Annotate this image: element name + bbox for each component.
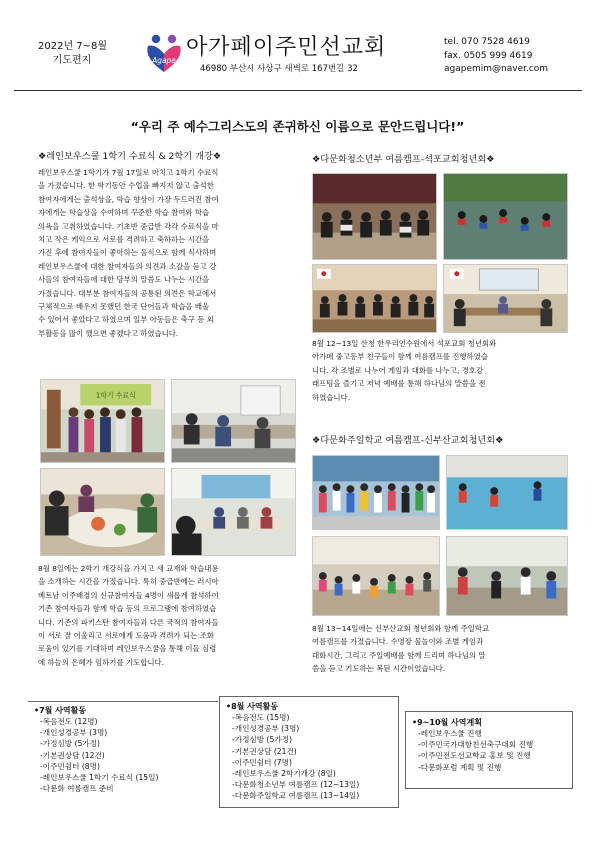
photo-group-game: [312, 536, 440, 616]
text-line: 씀을 듣고 기도하는 복된 시간이었습니다.: [312, 664, 446, 674]
july-activity-item: -가정심방 (5가정): [40, 739, 100, 749]
august-activity-item: -가정심방 (5가정): [232, 735, 292, 745]
header-divider: [14, 90, 582, 91]
august-activity-item: -이주민쉼터 (7명): [232, 757, 292, 767]
text-line: 이 서로 잘 어울리고 서로에게 도움과 격려가 되는 조화: [38, 630, 214, 640]
text-line: 기존 참여자들과 함께 학습 등의 프로그램에 참여하였습: [38, 604, 217, 614]
church-name: 아가페이주민선교회: [186, 35, 387, 60]
youth-camp-paragraph: [312, 337, 567, 404]
july-activities-title: •7월 사역활동: [34, 706, 87, 715]
august-activity-item: -다문화청소년부 여름캠프 (12~13일): [232, 780, 360, 790]
text-line: 니다. 기존의 파키스탄 참여자들과 다른 국적의 참여자들: [38, 617, 219, 627]
church-address: 46980 부산시 사상구 새벽로 167번길 32: [200, 64, 358, 74]
right-section-youth-camp: [312, 153, 567, 166]
sunday-school-camp-paragraph: [312, 622, 567, 676]
left-section-continued: [38, 562, 266, 669]
photo-second-semester-class: [171, 468, 296, 556]
july-activity-item: -복음전도 (12명): [40, 717, 98, 726]
photo-youth-worship: [312, 264, 437, 333]
rainbow-school-paragraph-1: [38, 166, 266, 340]
plan-activities-box: [405, 711, 573, 789]
july-activity-item: -기본권상담 (12건): [40, 750, 105, 760]
section-title-sunday-school-camp: ❖다문화주일학교 여름캠프-신부산교회청년회❖: [312, 435, 504, 446]
section-title-rainbow-school: ❖레인보우스쿨 1학기 수료식 & 2학기 개강❖: [38, 151, 222, 162]
august-activity-item: -기본권상담 (21건): [232, 746, 297, 756]
text-line: 의욕을 고취하였습니다. 기초반 중급반 각각 수료식을 마: [38, 221, 219, 231]
text-line: 레인보우스쿨 1학기가 7월 17일로 마치고 1학기 수료식: [38, 168, 219, 177]
text-line: 니다. 각 조별로 나누어 게임과 대화를 나누고, 경호강: [312, 365, 484, 375]
text-line: 수 있어서 좋았다고 하였으며 일부 아동들은 축구 등 외: [38, 315, 214, 325]
banner-text: 1학기 수료식: [95, 391, 136, 400]
text-line: 을 소개하는 시간을 가졌습니다. 특히 중급반에는 러시아: [38, 577, 219, 587]
photo-celebration-meal: [40, 468, 165, 556]
august-activities-title: •8월 사역활동: [226, 702, 279, 711]
text-line: 하였습니다.: [312, 392, 351, 402]
plan-activity-item: -다문화포럼 계획 및 진행: [418, 762, 502, 772]
text-line: 베트남 이주배경의 신규참여자들 4명이 새롭게 참석하여: [38, 590, 219, 600]
july-activity-item: -이주민쉼터 (8명): [40, 761, 100, 771]
sunday-school-camp-text: [312, 622, 567, 676]
text-line: 8월 12~13일 산청 한우리연수원에서 석포교회 청년회와: [312, 339, 497, 348]
youth-camp-text: [312, 337, 567, 404]
greeting-heading: “우리 주 예수그리스도의 존귀하신 이름으로 문안드립니다!”: [130, 119, 465, 134]
email-address[interactable]: agapemim@naver.com: [444, 64, 549, 74]
letter-type: 기도편지: [52, 55, 92, 66]
text-line: 8월 13~14일에는 신부산교회 청년회와 함께 주일학교: [312, 624, 490, 633]
july-activity-item: -다문화 여름캠프 준비: [40, 784, 114, 794]
logo-text: Agape: [152, 56, 176, 65]
plan-activity-item: -이주민전도선교학교 홍보 및 진행: [418, 751, 531, 761]
fax-number: fax. 0505 999 4619: [444, 50, 533, 61]
photo-youth-discussion: [443, 264, 568, 333]
letter-date: [38, 40, 106, 68]
text-line: 아가페 중고등부 친구들이 함께 여름캠프를 진행하였습: [312, 352, 488, 362]
photo-sunday-school-group: [312, 455, 440, 530]
photo-classroom-session: [171, 379, 296, 463]
contact-info: [444, 36, 548, 77]
text-line: 부활동을 많이 했으면 좋겠다고 하였습니다.: [38, 328, 179, 338]
photo-swimming-pool: [446, 455, 568, 530]
august-activity-item: -다문화주일학교 여름캠프 (13~14일): [232, 791, 360, 801]
text-line: 참여자에게는 출석상을, 학습 향상이 가장 두드러진 참여: [38, 194, 219, 204]
text-line: 레인보우스쿨에 대한 참여자들의 의견과 소감을 듣고 강: [38, 261, 217, 271]
text-line: 래프팅을 즐기고 저녁 예배를 통해 하나님의 말씀을 전: [312, 379, 486, 389]
right-section-sunday-school-camp: [312, 434, 567, 447]
plan-activities-title: •9~10월 사역계획: [412, 718, 482, 727]
text-line: 가진 후에 참여자들이 좋아하는 음식으로 함께 식사하며: [38, 248, 217, 258]
august-activities-box: [219, 696, 399, 808]
text-line: 가졌습니다. 대부분 참여자들의 공통된 의견은 학교에서: [38, 288, 217, 298]
text-line: 에 하늘의 은혜가 임하기를 기도합니다.: [38, 657, 164, 667]
photo-youth-camp-group: [312, 173, 437, 260]
july-activities-box: [28, 701, 218, 795]
photo-graduation-ceremony: [40, 379, 165, 463]
letter-header: [18, 26, 578, 82]
august-activity-item: -개인성경공부 (3명): [232, 724, 300, 734]
photo-rafting-river: [443, 173, 568, 260]
text-line: 구체적으로 배우지 못했던 한국 단어들과 학습을 배울: [38, 301, 210, 311]
july-activity-item: -레인보우스쿨 1학기 수료식 (15일): [40, 773, 159, 783]
tel-number: tel. 070 7528 4619: [444, 37, 530, 47]
text-line: 자에게는 학습상을 수여하며 꾸준한 학습 참여와 학습: [38, 208, 210, 218]
text-line: 대화시간, 그리고 주일예배를 함께 드리며 하나님의 말: [312, 650, 486, 660]
date-line: 2022년 7~8월: [38, 41, 108, 52]
text-line: 치고 작은 케익으로 서로를 격려하고 축하하는 시간을: [38, 234, 210, 244]
agape-logo-icon: [144, 32, 184, 74]
text-line: 여름캠프를 가졌습니다. 수영장 물놀이와 조별 게임과: [312, 637, 484, 647]
august-activity-item: -레인보우스쿨 2학기개강 (8일): [232, 769, 336, 779]
section-title-youth-camp: ❖다문화청소년부 여름캠프-석포교회청년회❖: [312, 154, 495, 165]
plan-activity-item: -이주민국가대항친선축구대회 진행: [418, 740, 534, 750]
plan-activity-item: -레인보우스쿨 진행: [418, 729, 482, 738]
rainbow-school-paragraph-2: [38, 562, 266, 669]
left-section: [38, 150, 266, 340]
text-line: 로움이 있기를 기대하며 레인보우스쿨을 통해 이들 심령: [38, 644, 217, 654]
text-line: 8월 8일에는 2학기 개강식을 가지고 새 교재와 학습내용: [38, 564, 219, 573]
august-activity-item: -복음전도 (15명): [232, 713, 290, 722]
july-activity-item: -개인성경공부 (3명): [40, 728, 108, 738]
photo-outdoor-activity: [446, 536, 568, 616]
text-line: 을 가졌습니다. 한 학기동안 수업을 빠지지 않고 출석한: [38, 181, 214, 191]
text-line: 사들의 참여자들에 대한 당부의 말씀도 나누는 시간을: [38, 275, 210, 285]
